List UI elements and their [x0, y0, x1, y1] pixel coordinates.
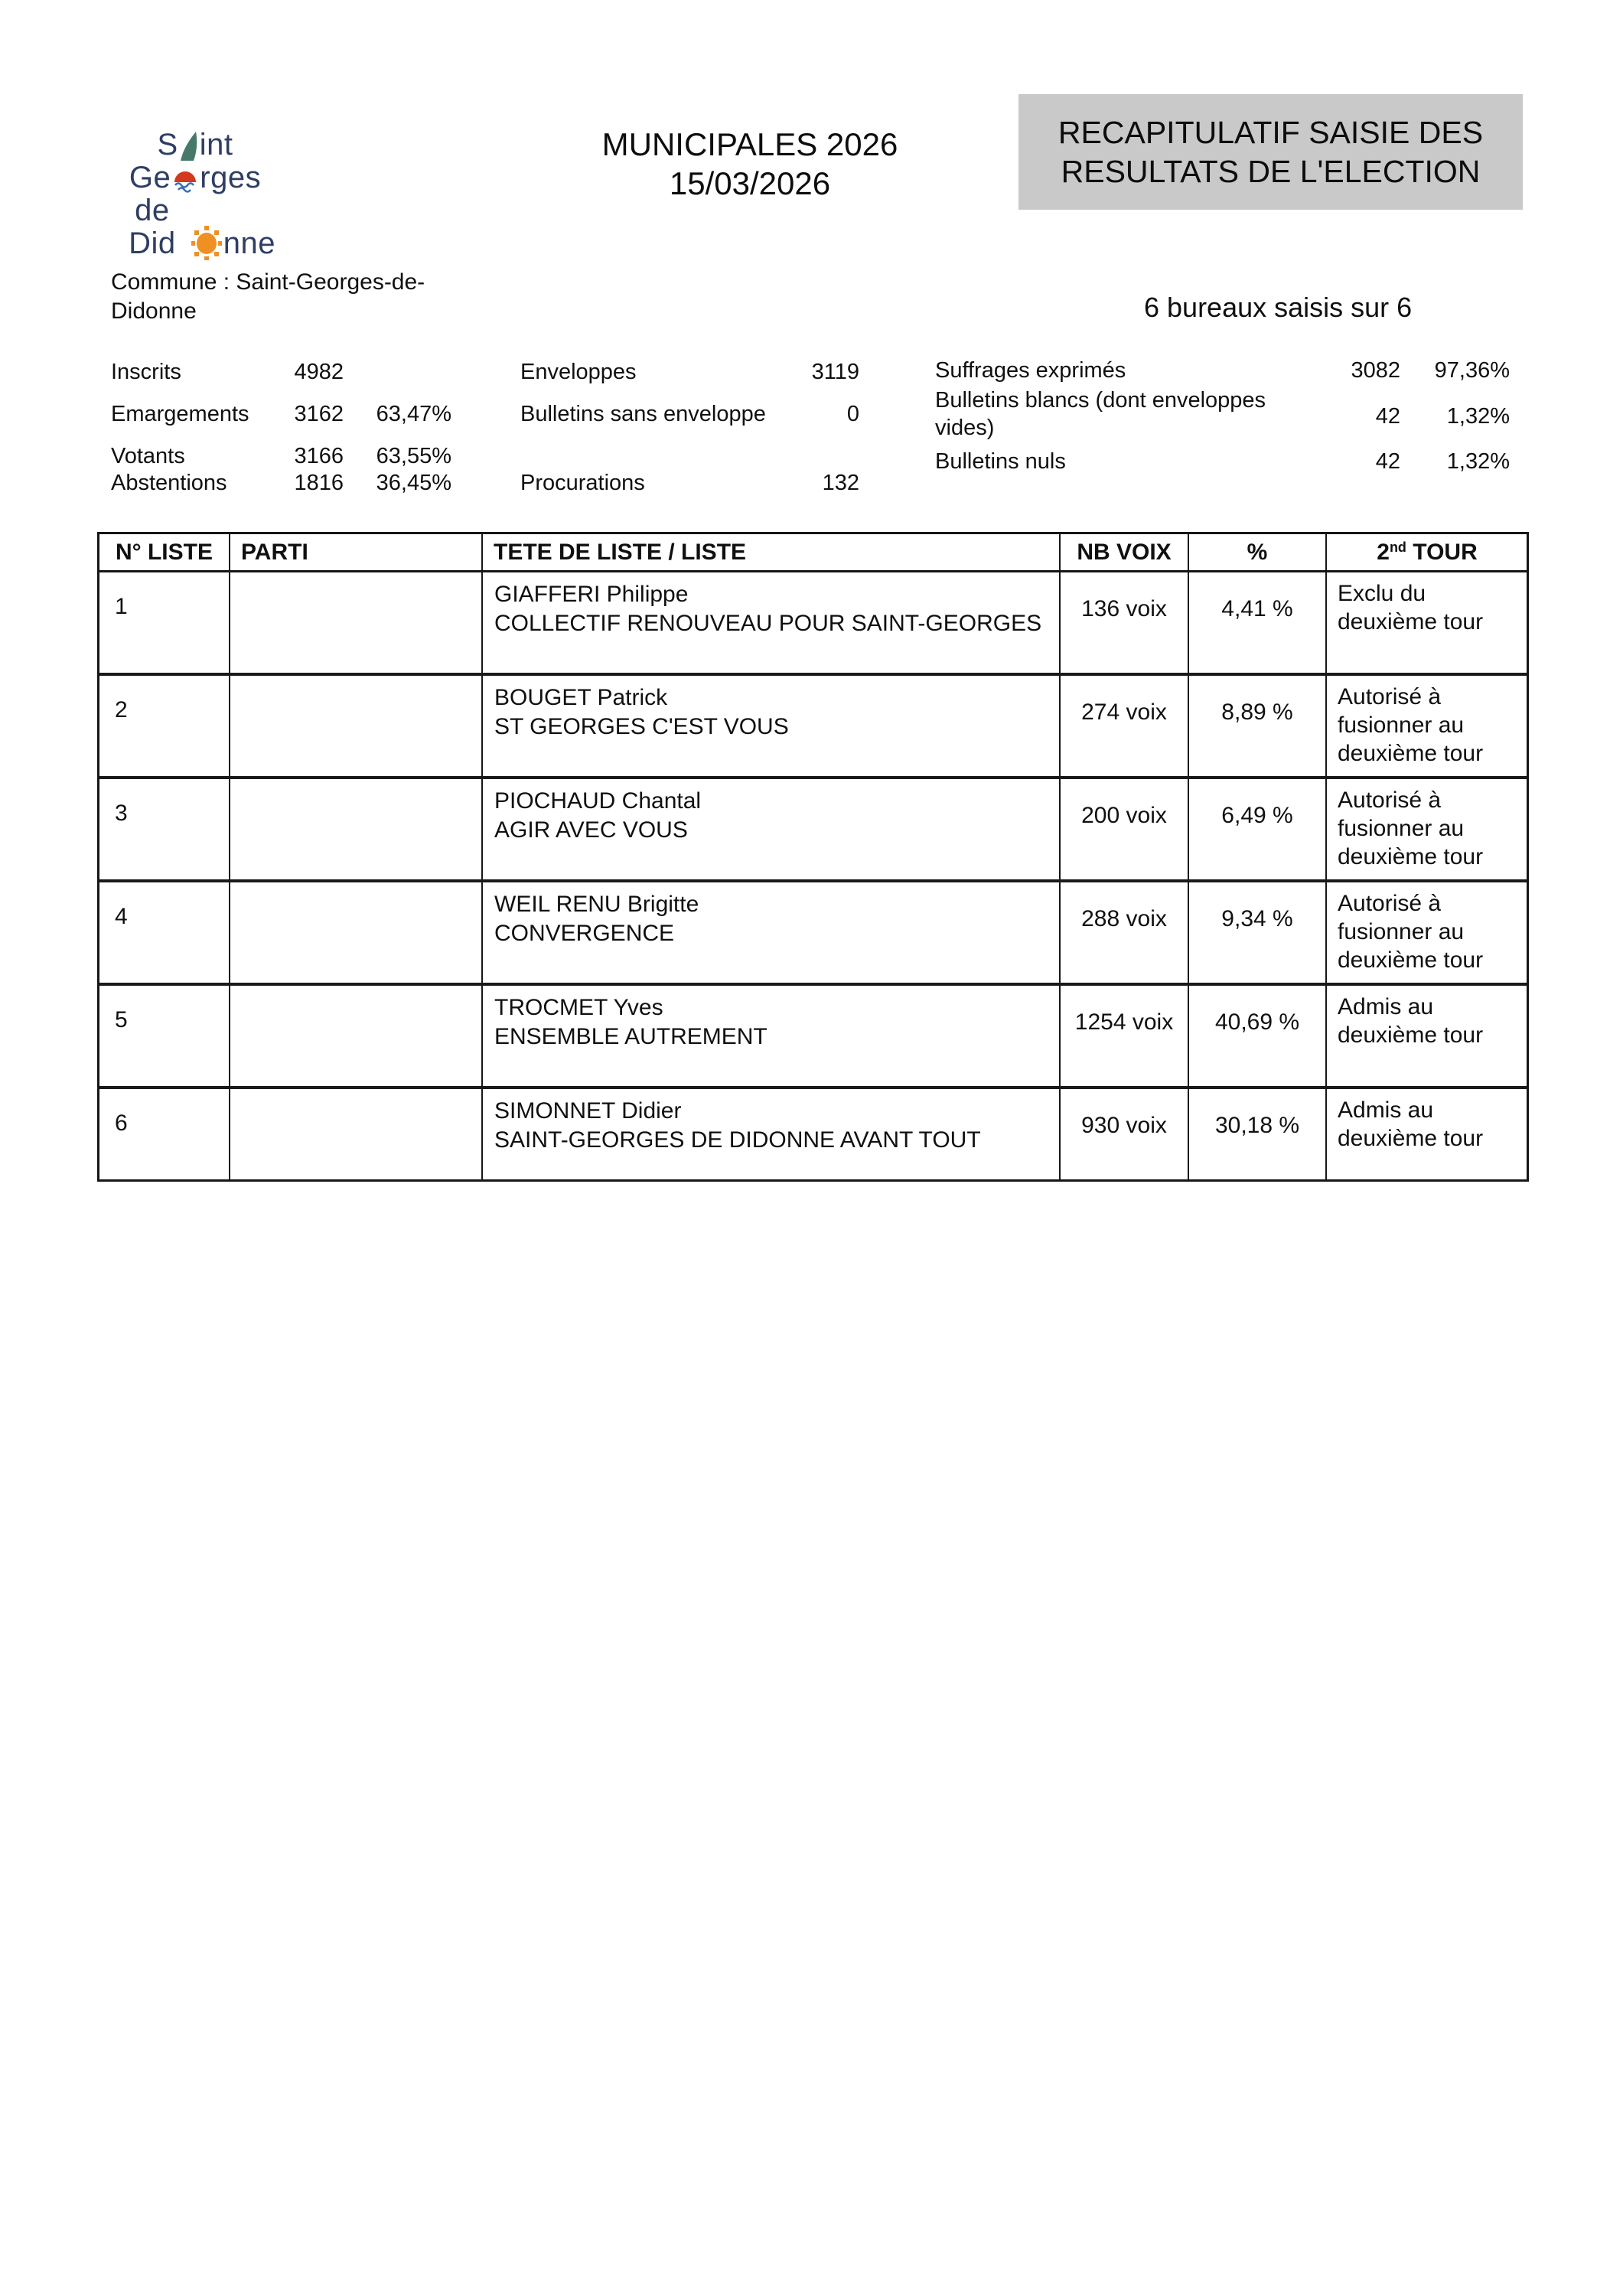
- cell-list-number: 3: [99, 779, 230, 879]
- table-row: [99, 1089, 1527, 1179]
- cell-pct: 9,34 %: [1189, 882, 1327, 983]
- table-row: [99, 676, 1527, 779]
- stat-row-abstentions: [111, 469, 451, 497]
- election-title: [555, 125, 945, 203]
- stat-percent: 63,47%: [376, 402, 451, 426]
- logo-line-2: [115, 161, 275, 194]
- cell-parti: [230, 882, 483, 983]
- stat-label: Abstentions: [111, 471, 227, 495]
- stat-value: 3082: [1351, 358, 1400, 383]
- stat-value: 42: [1375, 404, 1400, 429]
- stat-row-bulletins-nuls: [935, 448, 1510, 475]
- stats-enveloppes: [520, 354, 861, 507]
- stat-label: Enveloppes: [520, 360, 637, 384]
- col-header-tete-de-liste: TETE DE LISTE / LISTE: [483, 534, 1061, 570]
- stat-row-votants: [111, 442, 451, 470]
- cell-parti: [230, 986, 483, 1086]
- liste-name: ENSEMBLE AUTREMENT: [494, 1024, 768, 1049]
- logo-text: rges: [200, 161, 262, 194]
- cell-nb-voix: 930 voix: [1061, 1089, 1189, 1179]
- col-header-parti: PARTI: [230, 534, 483, 570]
- stat-label: Emargements: [111, 402, 249, 426]
- logo-text: int: [199, 128, 233, 161]
- stat-value: 1816: [294, 471, 344, 495]
- liste-name: SAINT-GEORGES DE DIDONNE AVANT TOUT: [494, 1127, 981, 1153]
- cell-nb-voix: 288 voix: [1061, 882, 1189, 983]
- candidate-name: TROCMET Yves: [494, 995, 663, 1020]
- election-title-line1: MUNICIPALES 2026: [601, 126, 898, 162]
- commune-label: Commune : Saint-Georges-de-Didonne: [111, 269, 425, 324]
- cell-2nd-tour: Admis au deuxième tour: [1338, 994, 1484, 1048]
- cell-parti: [230, 779, 483, 879]
- cell-liste: [483, 882, 1061, 983]
- table-row: [99, 882, 1527, 986]
- cell-liste: [483, 1089, 1061, 1179]
- cell-parti: [230, 1089, 483, 1179]
- cell-2nd-tour: Autorisé à fusionner au deuxième tour: [1338, 684, 1484, 766]
- cell-2nd-tour: Exclu du deuxième tour: [1338, 581, 1484, 634]
- stat-row-enveloppes: [520, 358, 861, 386]
- recap-title-line1: RECAPITULATIF SAISIE DES: [1058, 114, 1484, 150]
- stat-value: 132: [822, 471, 859, 495]
- table-row: [99, 572, 1527, 676]
- sail-icon: [178, 131, 200, 161]
- cell-nb-voix: 1254 voix: [1061, 986, 1189, 1086]
- cell-liste: [483, 572, 1061, 673]
- cell-liste: [483, 779, 1061, 879]
- stat-percent: 1,32%: [1446, 404, 1510, 429]
- stat-row-emargements: [111, 400, 451, 428]
- stat-label: Bulletins nuls: [935, 449, 1066, 474]
- stat-label: Bulletins blancs (dont enveloppes vides): [935, 388, 1266, 440]
- election-date: 15/03/2026: [669, 165, 831, 201]
- cell-list-number: 2: [99, 676, 230, 776]
- stat-value: 0: [846, 402, 859, 426]
- stat-value: 3166: [294, 444, 344, 468]
- cell-parti: [230, 572, 483, 673]
- liste-name: ST GEORGES C'EST VOUS: [494, 714, 789, 739]
- stat-row-bulletins-blancs: [935, 386, 1510, 442]
- logo-text: Ge: [129, 161, 171, 194]
- stats-participation: [111, 354, 451, 507]
- cell-2nd-tour: Autorisé à fusionner au deuxième tour: [1338, 788, 1484, 869]
- table-row: [99, 779, 1527, 882]
- cell-nb-voix: 200 voix: [1061, 779, 1189, 879]
- cell-list-number: 5: [99, 986, 230, 1086]
- stat-row-inscrits: [111, 358, 451, 386]
- stat-row-suffrages-exprimes: [935, 357, 1510, 384]
- candidate-name: SIMONNET Didier: [494, 1098, 682, 1124]
- stat-label: Inscrits: [111, 360, 181, 384]
- stat-label: Votants: [111, 444, 185, 468]
- col-header-nb-voix: NB VOIX: [1061, 534, 1189, 570]
- stat-label: Suffrages exprimés: [935, 358, 1126, 383]
- logo-text: de Did: [129, 194, 176, 260]
- logo-text: S: [157, 128, 178, 161]
- stat-row-procurations: [520, 469, 861, 497]
- candidate-name: GIAFFERI Philippe: [494, 582, 689, 607]
- stat-value: 4982: [294, 360, 344, 384]
- logo-line-1: [115, 129, 275, 161]
- stat-value: 3162: [294, 402, 344, 426]
- cell-parti: [230, 676, 483, 776]
- stat-value: 3119: [811, 360, 859, 384]
- col-header-2nd-tour: [1327, 534, 1527, 570]
- cell-liste: [483, 676, 1061, 776]
- stats-suffrages: [935, 354, 1510, 507]
- sun-icon: [190, 225, 223, 260]
- bureaux-count: 6 bureaux saisis sur 6: [1144, 292, 1413, 323]
- logo-text: nne: [223, 227, 275, 260]
- stat-percent: 63,55%: [376, 444, 451, 468]
- cell-2nd-tour: Admis au deuxième tour: [1338, 1097, 1484, 1151]
- candidate-name: BOUGET Patrick: [494, 685, 668, 710]
- liste-name: COLLECTIF RENOUVEAU POUR SAINT-GEORGES: [494, 611, 1042, 636]
- cell-list-number: 1: [99, 572, 230, 673]
- results-table: [97, 532, 1529, 1182]
- stat-percent: 97,36%: [1434, 358, 1510, 383]
- cell-nb-voix: 136 voix: [1061, 572, 1189, 673]
- cell-pct: 40,69 %: [1189, 986, 1327, 1086]
- cell-list-number: 4: [99, 882, 230, 983]
- stat-value: 42: [1375, 449, 1400, 474]
- cell-nb-voix: 274 voix: [1061, 676, 1189, 776]
- sunset-icon: [171, 162, 200, 194]
- cell-pct: 4,41 %: [1189, 572, 1327, 673]
- logo-line-3: [115, 194, 275, 260]
- results-table-header: [99, 534, 1527, 572]
- stat-row-bulletins-sans-enveloppe: [520, 400, 861, 428]
- recap-title-line2: RESULTATS DE L'ELECTION: [1061, 153, 1481, 189]
- table-row: [99, 986, 1527, 1089]
- cell-list-number: 6: [99, 1089, 230, 1179]
- stat-percent: 36,45%: [376, 471, 451, 495]
- 2nd-tour-base: 2: [1377, 539, 1390, 565]
- stat-label: Bulletins sans enveloppe: [520, 402, 766, 426]
- col-header-num-liste: N° LISTE: [99, 534, 230, 570]
- candidate-name: WEIL RENU Brigitte: [494, 892, 699, 917]
- 2nd-tour-sup: nd: [1389, 539, 1406, 555]
- 2nd-tour-rest: TOUR: [1413, 539, 1478, 565]
- stat-percent: 1,32%: [1446, 449, 1510, 474]
- cell-pct: 8,89 %: [1189, 676, 1327, 776]
- cell-pct: 30,18 %: [1189, 1089, 1327, 1179]
- col-header-pct: %: [1189, 534, 1327, 570]
- liste-name: AGIR AVEC VOUS: [494, 817, 688, 843]
- candidate-name: PIOCHAUD Chantal: [494, 788, 702, 814]
- cell-2nd-tour: Autorisé à fusionner au deuxième tour: [1338, 891, 1484, 973]
- cell-liste: [483, 986, 1061, 1086]
- liste-name: CONVERGENCE: [494, 921, 675, 946]
- cell-pct: 6,49 %: [1189, 779, 1327, 879]
- commune-logo: [115, 129, 275, 260]
- stat-label: Procurations: [520, 471, 645, 495]
- recap-title-box: [1018, 94, 1523, 210]
